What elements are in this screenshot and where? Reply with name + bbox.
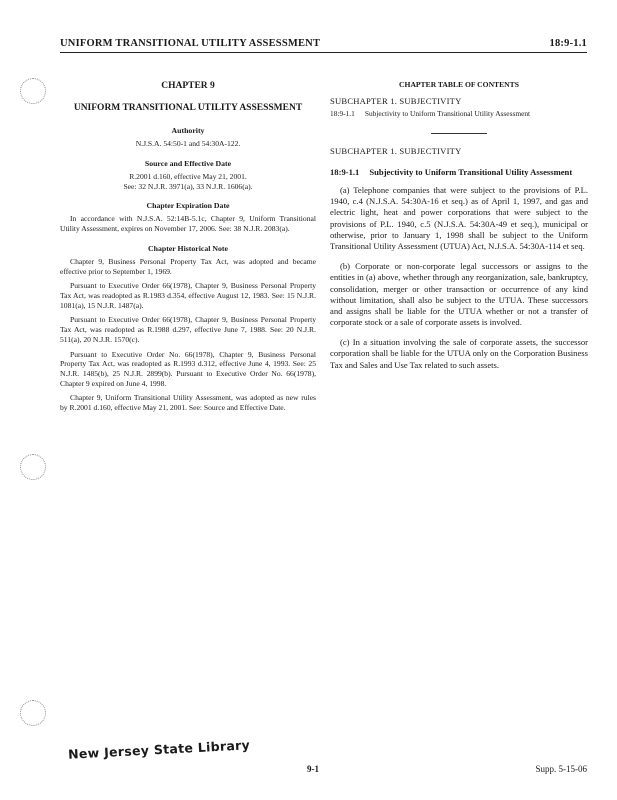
history-paragraph: Pursuant to Executive Order No. 66(1978), Chapter 9, Business Personal Property Tax Act, was readopted as R.1993 d.312, effective June 4, 1993. See: 25 N.J.R. 1485(b), 25 N.J.R. 2899(b). Pursuant to Executive Order No. 66(1978), Chapter 9 expired on June 4, 1998.	[60, 349, 316, 388]
history-paragraph: Chapter 9, Uniform Transitional Utility Assessment, was adopted as new rules by R.2001 d.160, effective May 21, 2001. See: Source and Effective Date.	[60, 393, 316, 413]
section-paragraph: (c) In a situation involving the sale of corporate assets, the successor corporation shall be liable for the UTUA only on the Corporation Business Tax and Sales and Use Tax related to such assets.	[330, 337, 588, 370]
authority-text: N.J.S.A. 54:50-1 and 54:30A-122.	[135, 139, 241, 149]
toc-item-number: 18:9-1.1	[330, 109, 355, 119]
header-title: UNIFORM TRANSITIONAL UTILITY ASSESSMENT	[60, 38, 321, 49]
history-paragraph: Pursuant to Executive Order 66(1978), Chapter 9, Business Personal Property Tax Act, was readopted as R.1983 d.354, effective August 12, 1983. See: 15 N.J.R. 1081(a), 15 N.J.R. 1487(a).	[60, 281, 316, 310]
toc-subchapter: SUBCHAPTER 1. SUBJECTIVITY	[330, 95, 462, 106]
source-block	[60, 159, 316, 191]
toc-title: CHAPTER TABLE OF CONTENTS	[399, 80, 519, 89]
supplement-date: Supp. 5-15-06	[535, 764, 587, 774]
section-paragraph: (a) Telephone companies that were subject to the provisions of P.L. 1940, c.4 (N.J.S.A. 54:30A-16 et seq.) as of April 1, 1997, and gas and electric light, heat and power corporations that were subject to the provisions of P.L. 1940, c.5 (N.J.S.A. 54:30A-49 et seq.), municipal or otherwise, prior to January 1, 1998 shall be subject to the Uniform Transitional Utility Assessment (UTUA) Act, N.J.S.A. 54:30A-114 et seq.	[330, 185, 588, 251]
expiration-block	[60, 201, 316, 233]
left-column	[60, 80, 316, 423]
punch-hole-icon	[20, 454, 46, 480]
punch-hole-icon	[20, 700, 46, 726]
source-line: R.2001 d.160, effective May 21, 2001.	[129, 171, 247, 181]
section-number: 18:9-1.1	[330, 166, 360, 177]
toc-item-title: Subjectivity to Uniform Transitional Utility Assessment	[364, 109, 531, 119]
history-paragraph: Chapter 9, Business Personal Property Tax Act, was adopted and became effective prior to September 1, 1969.	[60, 256, 316, 276]
section-paragraph: (b) Corporate or non-corporate legal successors or assigns to the entities in (a) above, whether through any reorganization, sale, bankruptcy, consolidation, merger or other transaction or occurrence of any kind without limitation, shall also be subject to the UTUA. These successors and assigns shall be liable for the UTUA whether or not a transfer of corporate stock or a sale of corporate assets is involved.	[330, 261, 588, 328]
running-header	[60, 38, 587, 49]
expiration-heading: Chapter Expiration Date	[146, 201, 230, 211]
source-heading: Source and Effective Date	[144, 159, 232, 168]
chapter-title: UNIFORM TRANSITIONAL UTILITY ASSESSMENT	[73, 103, 303, 114]
page-number: 9-1	[307, 764, 319, 774]
history-heading: Chapter Historical Note	[148, 243, 228, 253]
source-line: See: 32 N.J.R. 3971(a), 33 N.J.R. 1606(a).	[123, 181, 253, 191]
authority-heading: Authority	[171, 126, 205, 136]
header-section-number: 18:9-1.1	[549, 38, 587, 49]
toc-item[interactable]	[330, 109, 588, 119]
authority-block	[60, 126, 316, 149]
section-title: Subjectivity to Uniform Transitional Utility Assessment	[369, 166, 573, 177]
right-column	[330, 80, 588, 380]
punch-hole-icon	[20, 78, 46, 104]
section-heading	[330, 167, 588, 177]
history-paragraph: Pursuant to Executive Order 66(1978), Chapter 9, Business Personal Property Tax Act, was readopted as R.1988 d.297, effective June 7, 1988. See: 20 N.J.R. 511(a), 20 N.J.R. 1570(c).	[60, 315, 316, 344]
subchapter-heading: SUBCHAPTER 1. SUBJECTIVITY	[330, 145, 462, 156]
expiration-text: In accordance with N.J.S.A. 52:14B-5.1c, Chapter 9, Uniform Transitional Utility Assessment, expires on November 17, 2006. See: 38 N.J.R. 2083(a).	[60, 214, 316, 234]
history-block	[60, 244, 316, 413]
header-rule	[60, 52, 587, 53]
library-stamp: New Jersey State Library	[67, 737, 251, 762]
toc-divider	[431, 133, 487, 134]
chapter-number: CHAPTER 9	[161, 81, 215, 91]
